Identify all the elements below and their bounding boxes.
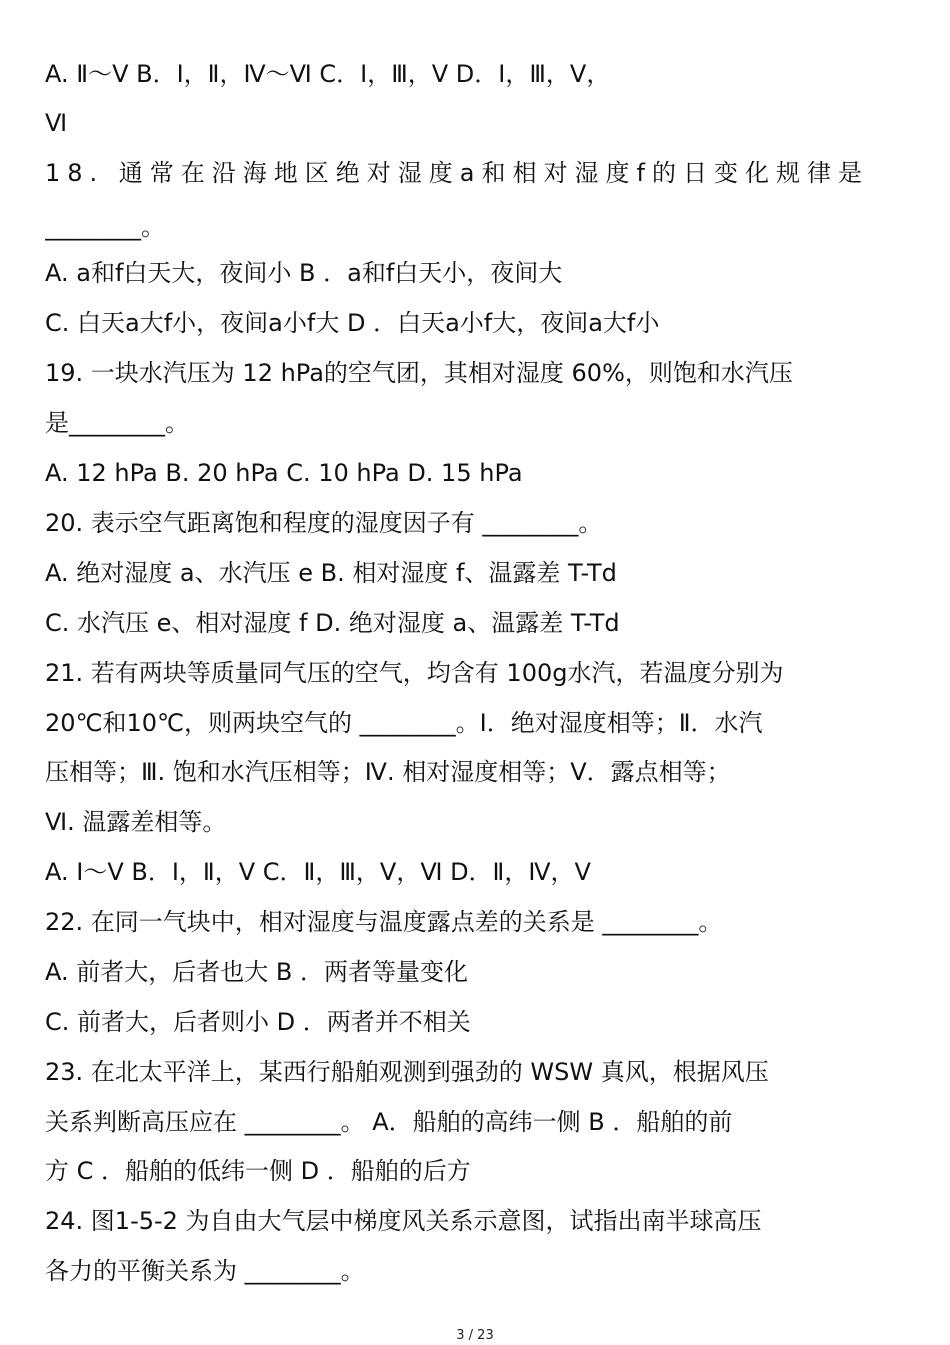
text-line: Ⅵ. 温露差相等。 — [45, 808, 227, 836]
text-line: ________。 — [45, 213, 165, 241]
question-19: 19. 一块水汽压为 12 hPa的空气团，其相对湿度 60%，则饱和水汽压 — [45, 359, 793, 387]
option-line: A. Ⅰ～Ⅴ B．Ⅰ，Ⅱ，Ⅴ C．Ⅱ，Ⅲ，Ⅴ，Ⅵ D．Ⅱ，Ⅳ，Ⅴ — [45, 858, 591, 886]
question-20: 20. 表示空气距离饱和程度的湿度因子有 ________。 — [45, 509, 603, 537]
text-line: 关系判断高压应在 ________。 A．船舶的高纬一侧 B ．船舶的前 — [45, 1108, 733, 1136]
question-24: 24. 图1-5-2 为自由大气层中梯度风关系示意图，试指出南半球高压 — [45, 1207, 762, 1235]
question-23: 23. 在北太平洋上，某西行船舶观测到强劲的 WSW 真风，根据风压 — [45, 1058, 769, 1086]
text-line: 各力的平衡关系为 ________。 — [45, 1257, 365, 1285]
option-line: C. 前者大，后者则小 D ．两者并不相关 — [45, 1008, 471, 1036]
question-22: 22. 在同一气块中，相对湿度与温度露点差的关系是 ________。 — [45, 908, 723, 936]
text-line: A. Ⅱ～Ⅴ B．Ⅰ，Ⅱ，Ⅳ～Ⅵ C．Ⅰ，Ⅲ，Ⅴ D．Ⅰ，Ⅲ，Ⅴ， — [45, 60, 611, 88]
question-21: 21. 若有两块等质量同气压的空气，均含有 100g水汽，若温度分别为 — [45, 659, 784, 687]
text-line: 方 C ．船舶的低纬一侧 D ．船舶的后方 — [45, 1157, 471, 1185]
text-line: 压相等；Ⅲ. 饱和水汽压相等；Ⅳ. 相对湿度相等；Ⅴ．露点相等； — [45, 758, 731, 786]
question-18: 18. 通常在沿海地区绝对湿度a和相对湿度f的日变化规律是 — [45, 159, 869, 187]
option-line: A. 绝对湿度 a、水汽压 e B. 相对湿度 f、温露差 T-Td — [45, 559, 617, 587]
text-line: 是________。 — [45, 409, 189, 437]
text-line: 20℃和10℃，则两块空气的 ________。Ⅰ．绝对湿度相等；Ⅱ．水汽 — [45, 709, 763, 737]
option-line: C. 水汽压 e、相对湿度 f D. 绝对湿度 a、温露差 T-Td — [45, 609, 620, 637]
text-line: Ⅵ — [45, 109, 68, 137]
option-line: A. a和f白天大，夜间小 B ．a和f白天小，夜间大 — [45, 259, 563, 287]
option-line: A. 12 hPa B. 20 hPa C. 10 hPa D. 15 hPa — [45, 459, 523, 487]
option-line: A. 前者大，后者也大 B ．两者等量变化 — [45, 958, 468, 986]
page-number: 3 / 23 — [456, 1328, 494, 1343]
option-line: C. 白天a大f小，夜间a小f大 D ．白天a小f大，夜间a大f小 — [45, 309, 660, 337]
